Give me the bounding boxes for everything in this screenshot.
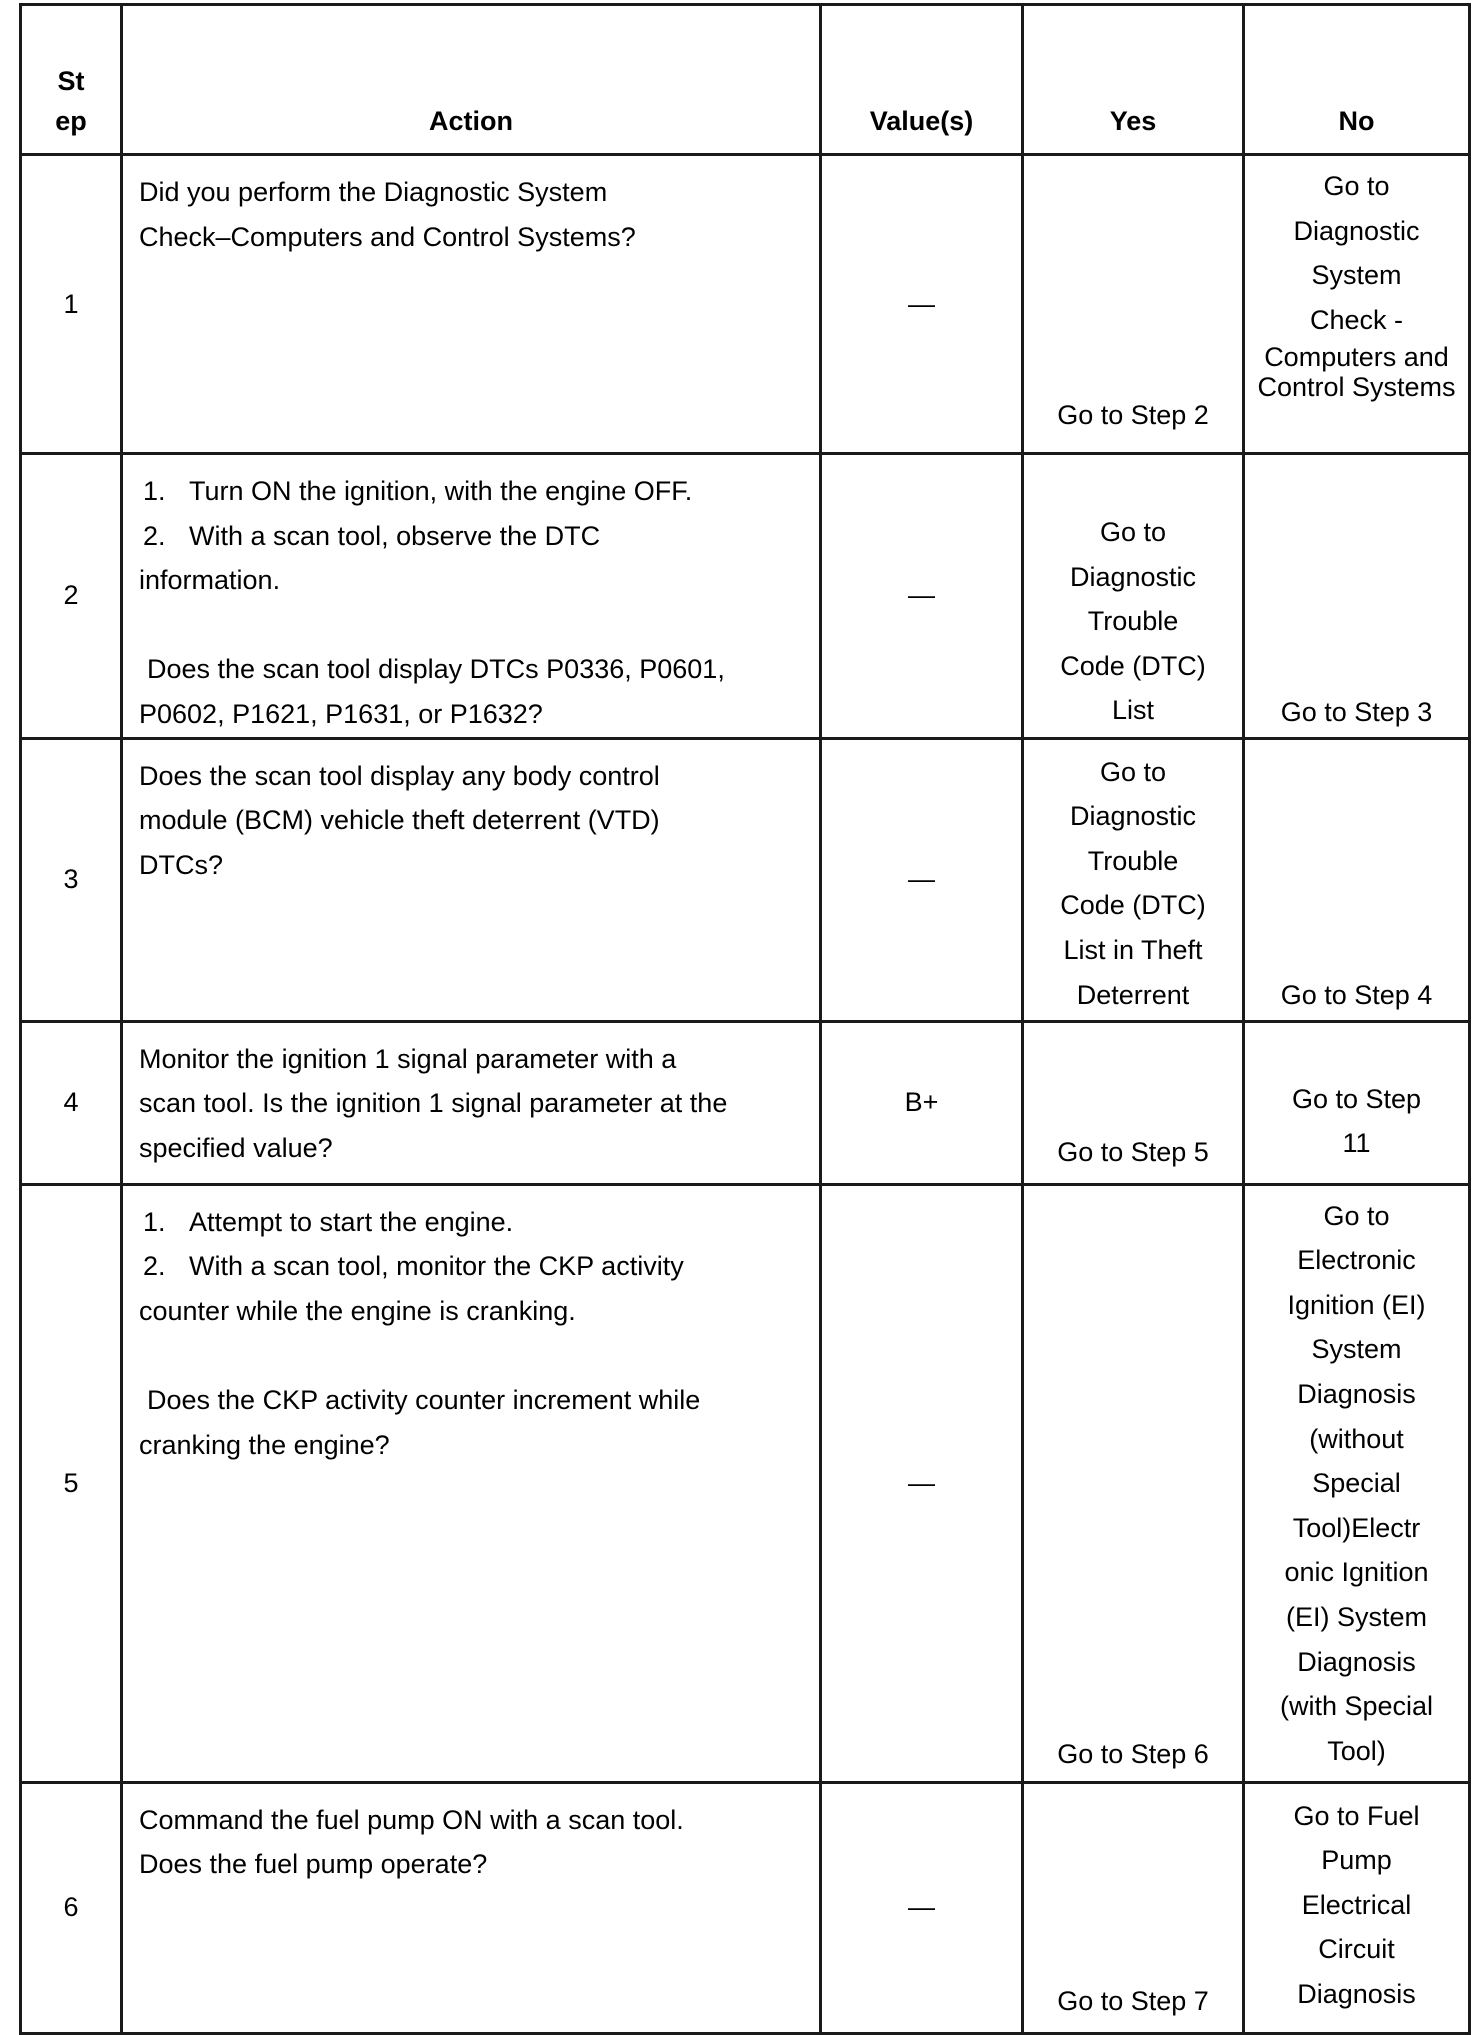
yes-line: Deterrent <box>1076 979 1190 1010</box>
no-line: (EI) System <box>1285 1601 1427 1632</box>
action-question: P0602, P1621, P1631, or P1632? <box>139 698 543 729</box>
yes-link <box>1024 455 1242 733</box>
action-cell <box>122 1021 821 1184</box>
yes-cell <box>1023 1184 1244 1782</box>
step-number: 3 <box>21 738 122 1021</box>
no-line: (with Special <box>1279 1691 1434 1722</box>
action-line: specified value? <box>139 1132 333 1163</box>
action-question: cranking the engine? <box>139 1429 390 1460</box>
header-row <box>21 5 1470 155</box>
action-list-item: 2. With a scan tool, monitor the CKP activity <box>143 1251 684 1282</box>
value-cell: — <box>821 1184 1023 1782</box>
table-row <box>21 1782 1470 2033</box>
action-cell <box>122 738 821 1021</box>
yes-line: Code (DTC) <box>1060 650 1206 681</box>
yes-line: Trouble <box>1087 606 1179 637</box>
action-line: counter while the engine is cranking. <box>139 1295 576 1326</box>
no-cell <box>1244 1782 1470 2033</box>
yes-cell <box>1023 738 1244 1021</box>
action-line: Does the fuel pump operate? <box>139 1849 488 1880</box>
no-link: Go to Step 4 <box>1280 979 1433 1010</box>
action-question: Does the scan tool display DTCs P0336, P0601, <box>147 654 725 685</box>
yes-line: Diagnostic <box>1069 561 1197 592</box>
header-step-line1: St <box>57 66 85 96</box>
yes-line: List in Theft <box>1063 934 1203 965</box>
header-action: Action <box>122 5 821 155</box>
no-line: Electronic <box>1297 1245 1416 1276</box>
no-line: Diagnosis <box>1297 1646 1416 1677</box>
no-line: Pump <box>1321 1845 1392 1876</box>
yes-cell <box>1023 155 1244 454</box>
value-cell: B+ <box>821 1021 1023 1184</box>
no-line: Diagnostic <box>1293 215 1420 246</box>
no-line: Go to Fuel <box>1293 1800 1420 1831</box>
header-values: Value(s) <box>821 5 1023 155</box>
action-cell <box>122 155 821 454</box>
step-number: 1 <box>21 155 122 454</box>
value-cell: — <box>821 1782 1023 2033</box>
no-line: 11 <box>1342 1128 1371 1159</box>
action-cell <box>122 1782 821 2033</box>
header-no: No <box>1244 5 1470 155</box>
yes-line: List <box>1111 695 1155 726</box>
action-line: Check–Computers and Control Systems? <box>139 221 636 252</box>
action-line: scan tool. Is the ignition 1 signal parameter at the <box>139 1088 728 1119</box>
header-yes: Yes <box>1023 5 1244 155</box>
value-cell: — <box>821 155 1023 454</box>
no-line: System <box>1311 260 1402 291</box>
yes-link: Go to Step 2 <box>1057 400 1209 431</box>
header-step <box>21 5 122 155</box>
no-link <box>1245 1186 1468 1774</box>
action-list-item: 1. Attempt to start the engine. <box>143 1206 514 1237</box>
no-line: Circuit <box>1318 1934 1395 1965</box>
no-line: Special <box>1312 1468 1401 1499</box>
header-step-line2: ep <box>55 106 87 136</box>
step-number: 4 <box>21 1021 122 1184</box>
no-line: (without <box>1309 1423 1404 1454</box>
yes-cell <box>1023 454 1244 739</box>
no-line: System <box>1311 1334 1402 1365</box>
no-cell <box>1244 155 1470 454</box>
yes-link: Go to Step 6 <box>1057 1738 1209 1769</box>
table-row <box>21 155 1470 454</box>
no-cell <box>1244 454 1470 739</box>
yes-link: Go to Step 5 <box>1057 1136 1209 1167</box>
yes-cell <box>1023 1782 1244 2033</box>
step-number: 5 <box>21 1184 122 1782</box>
no-line: onic Ignition <box>1284 1557 1429 1588</box>
no-line: Ignition (EI) <box>1287 1289 1426 1320</box>
table-row <box>21 738 1470 1021</box>
no-line: Go to Step <box>1291 1083 1422 1114</box>
no-cell <box>1244 1021 1470 1184</box>
step-number: 6 <box>21 1782 122 2033</box>
action-line: Did you perform the Diagnostic System <box>139 177 608 207</box>
action-list-item: 2. With a scan tool, observe the DTC <box>143 520 601 551</box>
no-line: Tool) <box>1327 1735 1386 1766</box>
no-line: Control Systems <box>1257 372 1456 403</box>
action-line: DTCs? <box>139 849 224 880</box>
yes-cell <box>1023 1021 1244 1184</box>
action-question: Does the CKP activity counter increment while <box>147 1384 701 1415</box>
yes-line: Diagnostic <box>1069 801 1197 832</box>
value-cell: — <box>821 454 1023 739</box>
action-line: Monitor the ignition 1 signal parameter with a <box>139 1043 677 1074</box>
yes-line: Go to <box>1099 517 1167 547</box>
action-cell <box>122 454 821 739</box>
action-cell <box>122 1184 821 1782</box>
no-line: Go to <box>1323 171 1390 201</box>
no-line: Electrical <box>1301 1889 1412 1920</box>
action-line: information. <box>139 565 281 596</box>
no-line: Diagnosis <box>1297 1978 1416 2009</box>
no-line: Computers and <box>1264 342 1449 373</box>
table-row <box>21 1021 1470 1184</box>
no-link <box>1245 1784 1468 2017</box>
diagnostic-table <box>19 3 1471 2035</box>
no-link: Go to Step 3 <box>1280 696 1433 727</box>
action-line: module (BCM) vehicle theft deterrent (VTD) <box>139 805 660 836</box>
yes-line: Go to <box>1099 756 1167 787</box>
no-link <box>1245 156 1468 402</box>
no-line: Tool)Electr <box>1292 1512 1421 1543</box>
action-line: Does the scan tool display any body control <box>139 760 660 791</box>
step-number: 2 <box>21 454 122 739</box>
value-cell: — <box>821 738 1023 1021</box>
action-line: Command the fuel pump ON with a scan tool. <box>139 1804 684 1835</box>
no-cell <box>1244 1184 1470 1782</box>
no-link <box>1245 1023 1468 1166</box>
no-line: Diagnosis <box>1297 1378 1416 1409</box>
yes-link <box>1024 740 1242 1018</box>
no-cell <box>1244 738 1470 1021</box>
table-row <box>21 1184 1470 1782</box>
no-line: Go to <box>1323 1200 1390 1231</box>
no-line: Check - <box>1309 304 1404 335</box>
yes-line: Code (DTC) <box>1060 890 1206 921</box>
action-list-item: 1. Turn ON the ignition, with the engine OFF. <box>143 476 693 506</box>
yes-line: Trouble <box>1087 845 1179 876</box>
table-row <box>21 454 1470 739</box>
yes-link: Go to Step 7 <box>1057 1985 1209 2016</box>
